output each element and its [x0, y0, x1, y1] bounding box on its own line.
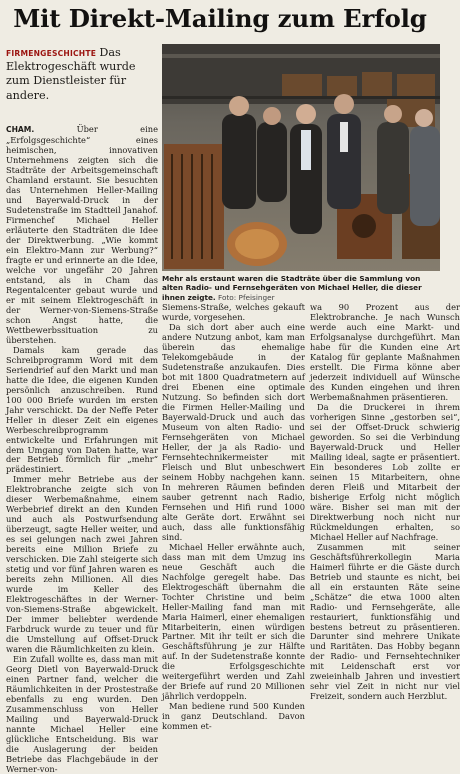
lead-text: Das Elektrogeschäft wurde zum Dienstleister für andere. — [6, 46, 136, 102]
dateline: CHAM. — [6, 125, 35, 134]
caption-text: Mehr als erstaunt waren die Stadträte über die Sammlung von alten Radio- und Fernsehgeräten von Michael Heller, die dieser ihnen zeigte. — [162, 274, 422, 302]
paragraph: Man bediene rund 500 Kunden in ganz Deutschland. Davon kommen et- — [162, 701, 305, 732]
lead-block — [6, 46, 158, 103]
paragraph: Michael Heller erwähnte auch, dass man mit dem Umzug ins neue Geschäft auch die Nachfolge geregelt habe. Das Elektrogeschäft übernahm die Tochter Christine und beim Heller-Mailing fand man mit Maria Haimerl, einer ehemaligen Mitarbeiterin, einen würdigen Partner. Mit ihr teilt er sich die Geschäftsführung je zur Hälfte auf. In der Sudetenstraße konnte die Erfolgsgeschichte weitergeführt werden und Zahl der Briefe auf rund 20 Millionen jährlich verdoppeln. — [162, 541, 305, 702]
article-column-3 — [310, 302, 460, 702]
paragraph: Ein Zufall wollte es, dass man mit Georg Dietl von Bayerwald-Druck einen Partner fand, welcher die Räumlichkeiten in der Prostestraße ebenfalls zu eng wurden. Den Zusammenschluss von Heller Mailing und Bayerwald-Druck nannte Michael Heller eine glückliche Entscheidung. Bis war die Auslagerung der beiden Betriebe das Flachgebäude in der Werner-von- — [6, 654, 158, 774]
article-column-2 — [162, 302, 305, 732]
headline: Mit Direkt-Mailing zum Erfolg — [13, 4, 427, 33]
paragraph: Zusammen mit seiner Geschäftsführerkollegin Maria Haimerl führte er die Gäste durch Betrieb und staunte es nicht, bei all ein erstaunten Räte seine „Schätze“ die etwa 1000 alten Radio- und Fernsehgeräte, alle restauriert, funktionsfähig und bestens betreut zu präsentieren. Darunter sind mehrere Unikate und Raritäten. Das Hobby begann der Radio- und Fernsehtechniker mit Leidenschaft erst vor zweieinhalb Jahren und investiert sehr viel Zeit in nicht nur viel Freizeit, sondern auch Herzblut. — [310, 541, 460, 702]
paragraph: Immer mehr Betriebe aus der Elektrobranche zeigte sich von dieser Werbemaßnahme, einem Werbebrief direkt an den Kunden und auch als Postwurfsendung überzeugt, sagte Heller weiter, und es sei gelungen nach zwei Jahren bereits eine Million Briefe zu verschicken. Die Zahl steigerte sich stetig und vor fünf Jahren waren es bereits zehn Millionen. All dies wurde im Keller des Elektrogeschäftes in der Werner-von-Siemens-Straße abgewickelt. Der immer beliebter werdende Farbdruck wurde zu teuer und für die Umstellung auf Offset-Druck waren die Räumlichkeiten zu klein. — [6, 474, 158, 655]
paragraph — [6, 124, 158, 345]
paragraph-text: Über eine „Erfolgsgeschichte“ eines heimischen, innovativen Unternehmens zeigten sich die Stadträte der Arbeitsgemeinschaft Chamland erstaunt. Sie besuchten das Unternehmen Heller-Mailing und Bayerwald-Druck in der Sudetenstraße im Stadtteil Janahof. Firmenchef Michael Heller erläuterte den Stadträten die Idee der Direktwerbung. „Wie kommt ein Elektro-Mann zur Werbung?“ fragte er und erinnerte an die Idee, welche vor ungefähr 20 Jahren entstand, als in Cham das Regentalcenter gebaut wurde und er mit seinem Elektrogeschäft in der Werner-von-Siemens-Straße schon Angst hatte, die Wettbewerbssituation zu überstehen. — [6, 124, 158, 345]
paragraph: Da die Druckerei in ihrem vorherigen Sinne „gestorben sei“, sei der Offset-Druck schwierig geworden. So sei die Verbindung Bayerwald-Druck und Heller Mailing ideal, sagte er präsentiert. Ein besonderes Lob zollte er seinen 15 Mitarbeitern, ohne deren Fleiß und Mitarbeit der bisherige Erfolg nicht möglich wäre. Bisher sei man mit der Direktwerbung noch nicht nur Rückmeldungen erhalten, so Michael Heller auf Nachfrage. — [310, 401, 460, 542]
kicker: FIRMENGESCHICHTE — [6, 49, 97, 58]
paragraph: Damals kam gerade das Schreibprogramm Word mit dem Seriendrief auf den Markt und man hatte die Idee, die eigenen Kunden persönlich anzuschreiben. Rund 100 000 Briefe wurden im ersten Jahr verschickt. Da der Neffe Peter Heller in dieser Zeit ein eigenes Werbeschreibprogramm entwickelte und Erfahrungen mit dem Umgang von Daten hatte, war der Betrieb förmlich für „mehr“ prädestiniert. — [6, 344, 158, 475]
paragraph: Da sich dort aber auch eine andere Nutzung anbot, kam man überein das ehemalige Telekomgebäude in der Sudetenstraße anzukaufen. Dies bot mit 1800 Quadratmetern auf drei Ebenen eine optimale Nutzung. So befinden sich dort die Firmen Heller-Mailing und Bayerwald-Druck und auch das Museum von alten Radio- und Fernsehgeräten von Michael Heller, der ja als Radio- und Fernsehtechnikermeister mit Fleisch und Blut unbeschwert seinem Hobby nachgehen kann. In mehreren Räumen befinden sauber getrennt nach Radio, Fernsehen und Hifi rund 1000 alte Geräte dort. Erwähnt sei auch, dass alle funktionsfähig sind. — [162, 321, 305, 542]
photo-caption — [162, 274, 440, 302]
photo-credit: Foto: Pfeisinger — [218, 292, 275, 302]
paragraph: Siemens-Straße, welches gekauft wurde, vorgesehen. — [162, 302, 305, 322]
paragraph: wa 90 Prozent aus der Elektrobranche. Je nach Wunsch werde auch eine Markt- und Erfolgsanalyse durchgeführt. Man habe für die Kunden eine Art Katalog für geplante Maßnahmen erstellt. Die Firma könne aber jederzeit individuell auf Wünsche des Kunden eingehen und ihren Werbemaßnahmen präsentieren. — [310, 302, 460, 402]
article-photo — [162, 44, 440, 271]
article-column-1 — [6, 124, 158, 774]
photo-illustration — [162, 44, 440, 271]
